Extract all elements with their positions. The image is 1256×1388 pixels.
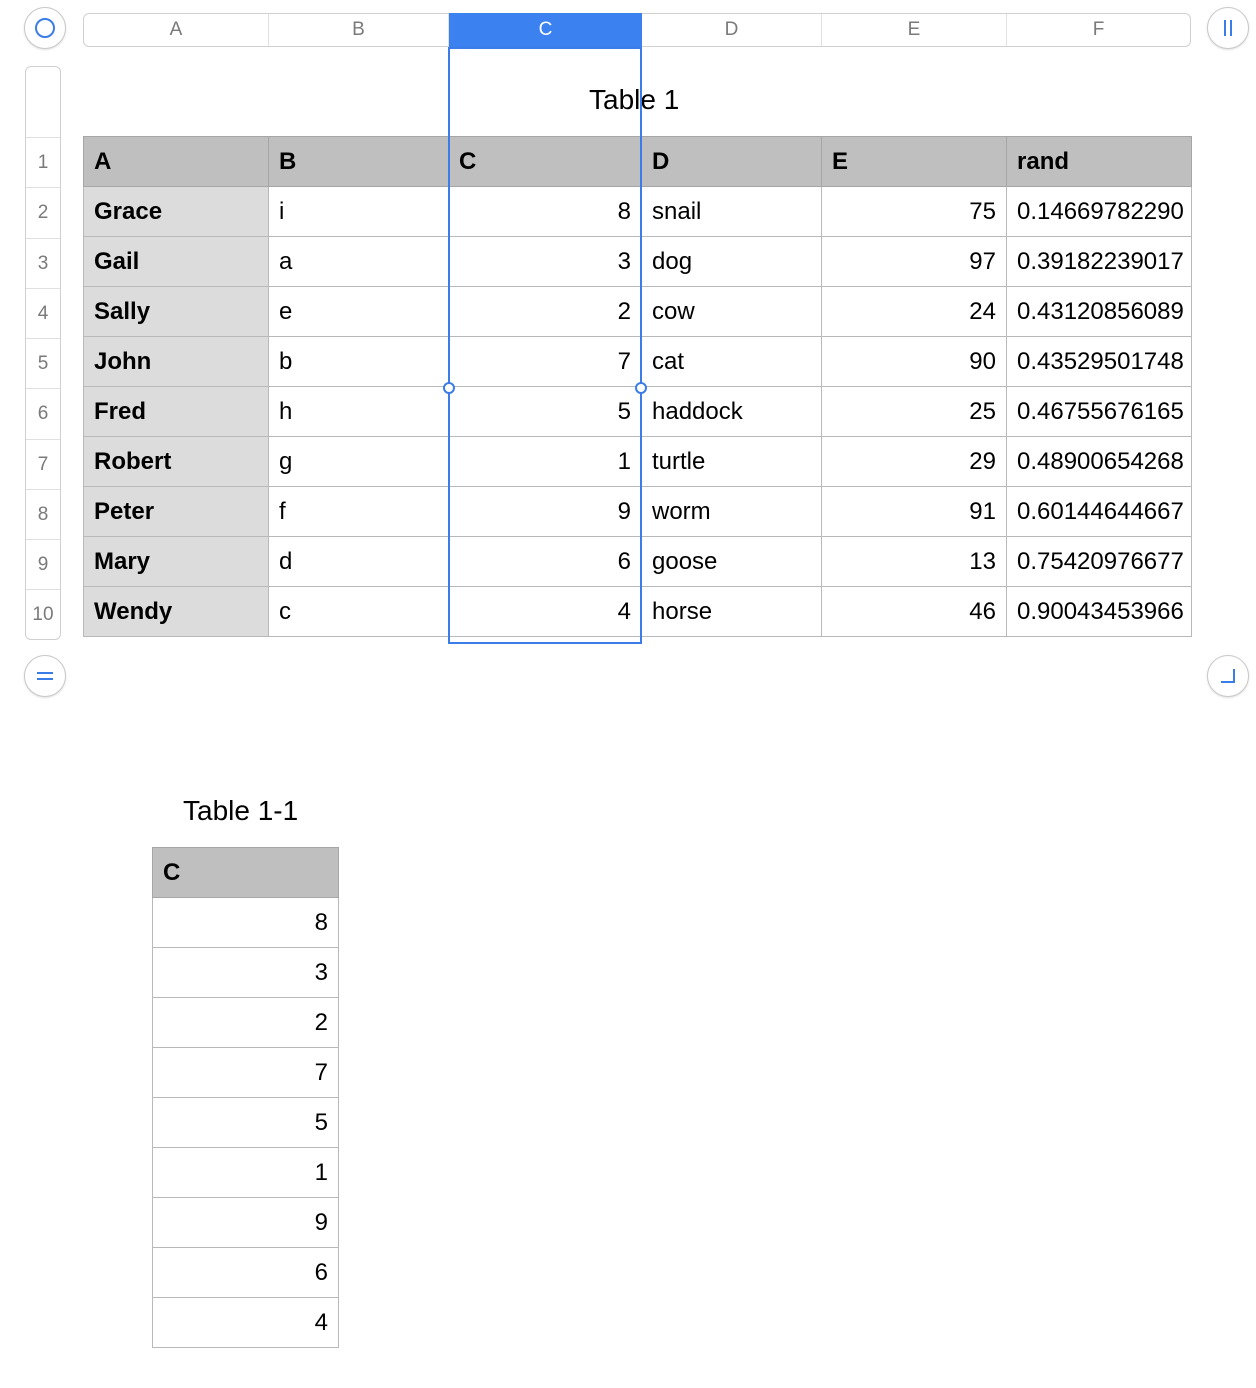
column-reference-bar: [83, 13, 1191, 47]
table-row: [153, 1298, 339, 1348]
table-row: [153, 998, 339, 1048]
row-controls-button[interactable]: [24, 655, 66, 697]
table-row: [84, 337, 1192, 387]
row-ref-2[interactable]: 2: [26, 187, 60, 238]
c-value-cell[interactable]: 9: [153, 1198, 339, 1248]
animal-cell[interactable]: horse: [642, 587, 822, 637]
table-row: [84, 387, 1192, 437]
table-row: [153, 898, 339, 948]
table-row: [84, 187, 1192, 237]
header-cell-rand[interactable]: rand: [1007, 137, 1192, 187]
c-value-cell[interactable]: 4: [449, 587, 642, 637]
c-value-cell[interactable]: 6: [449, 537, 642, 587]
table-row: [84, 487, 1192, 537]
table-row: [153, 1098, 339, 1148]
table-1-1: [152, 847, 339, 1348]
table-1-title[interactable]: Table 1: [589, 84, 680, 115]
e-value-cell[interactable]: 46: [822, 587, 1007, 637]
e-value-cell[interactable]: 97: [822, 237, 1007, 287]
header-cell-a[interactable]: A: [84, 137, 269, 187]
c-value-cell[interactable]: 2: [153, 998, 339, 1048]
selection-handle-left[interactable]: [443, 382, 455, 394]
table-row: [84, 537, 1192, 587]
table-1-1-title[interactable]: Table 1-1: [183, 795, 299, 826]
row-ref-10[interactable]: 10: [26, 589, 60, 639]
animal-cell[interactable]: haddock: [642, 387, 822, 437]
selection-handle-right[interactable]: [635, 382, 647, 394]
animal-cell[interactable]: turtle: [642, 437, 822, 487]
table-row: [153, 1148, 339, 1198]
name-cell[interactable]: Wendy: [84, 587, 269, 637]
rand-cell[interactable]: 0.60144644667: [1007, 487, 1192, 537]
table-row: [84, 237, 1192, 287]
header-cell-b[interactable]: B: [269, 137, 449, 187]
c-value-cell[interactable]: 6: [153, 1248, 339, 1298]
c-value-cell[interactable]: 1: [449, 437, 642, 487]
c-value-cell[interactable]: 9: [449, 487, 642, 537]
column-ref-b[interactable]: B: [269, 14, 449, 46]
resize-table-button[interactable]: [1207, 655, 1249, 697]
e-value-cell[interactable]: 24: [822, 287, 1007, 337]
c-value-cell[interactable]: 8: [153, 898, 339, 948]
row-ref-6[interactable]: 6: [26, 388, 60, 439]
name-cell[interactable]: Mary: [84, 537, 269, 587]
column-controls-button[interactable]: [1207, 7, 1249, 49]
name-cell[interactable]: Fred: [84, 387, 269, 437]
table-row: [153, 948, 339, 998]
animal-cell[interactable]: goose: [642, 537, 822, 587]
row-ref-5[interactable]: 5: [26, 338, 60, 388]
select-table-button[interactable]: [24, 7, 66, 49]
table-row: [84, 587, 1192, 637]
row-reference-bar: [25, 66, 61, 640]
row-controls-icon: [34, 665, 56, 687]
e-value-cell[interactable]: 90: [822, 337, 1007, 387]
letter-cell[interactable]: e: [269, 287, 449, 337]
name-cell[interactable]: Gail: [84, 237, 269, 287]
rand-cell[interactable]: 0.14669782290: [1007, 187, 1192, 237]
letter-cell[interactable]: c: [269, 587, 449, 637]
name-cell[interactable]: John: [84, 337, 269, 387]
letter-cell[interactable]: d: [269, 537, 449, 587]
name-cell[interactable]: Peter: [84, 487, 269, 537]
letter-cell[interactable]: g: [269, 437, 449, 487]
animal-cell[interactable]: cat: [642, 337, 822, 387]
row-ref-9[interactable]: 9: [26, 539, 60, 589]
c-value-cell[interactable]: 7: [153, 1048, 339, 1098]
e-value-cell[interactable]: 13: [822, 537, 1007, 587]
table-row: [84, 437, 1192, 487]
name-cell[interactable]: Grace: [84, 187, 269, 237]
c-value-cell[interactable]: 4: [153, 1298, 339, 1348]
c-value-cell[interactable]: 1: [153, 1148, 339, 1198]
row-ref-4[interactable]: 4: [26, 288, 60, 338]
column-ref-c[interactable]: C: [449, 13, 642, 47]
rand-cell[interactable]: 0.46755676165: [1007, 387, 1192, 437]
column-ref-d[interactable]: D: [642, 14, 822, 46]
resize-corner-icon: [1217, 665, 1239, 687]
column-ref-a[interactable]: A: [84, 14, 269, 46]
table-row: [153, 1198, 339, 1248]
name-cell[interactable]: Sally: [84, 287, 269, 337]
animal-cell[interactable]: dog: [642, 237, 822, 287]
row-ref-8[interactable]: 8: [26, 489, 60, 539]
row-ref-1[interactable]: 1: [26, 137, 60, 187]
e-value-cell[interactable]: 25: [822, 387, 1007, 437]
header-cell-e[interactable]: E: [822, 137, 1007, 187]
rand-cell[interactable]: 0.43120856089: [1007, 287, 1192, 337]
c-value-cell[interactable]: 5: [449, 387, 642, 437]
rand-cell[interactable]: 0.90043453966: [1007, 587, 1192, 637]
column-controls-icon: [1217, 17, 1239, 39]
name-cell[interactable]: Robert: [84, 437, 269, 487]
header-row: [153, 848, 339, 898]
letter-cell[interactable]: f: [269, 487, 449, 537]
c-value-cell[interactable]: 3: [449, 237, 642, 287]
e-value-cell[interactable]: 75: [822, 187, 1007, 237]
row-ref-7[interactable]: 7: [26, 439, 60, 489]
animal-cell[interactable]: cow: [642, 287, 822, 337]
rand-cell[interactable]: 0.39182239017: [1007, 237, 1192, 287]
rand-cell[interactable]: 0.43529501748: [1007, 337, 1192, 387]
column-ref-e[interactable]: E: [822, 14, 1007, 46]
animal-cell[interactable]: worm: [642, 487, 822, 537]
letter-cell[interactable]: i: [269, 187, 449, 237]
header-row: [84, 137, 1192, 187]
letter-cell[interactable]: a: [269, 237, 449, 287]
letter-cell[interactable]: b: [269, 337, 449, 387]
header-cell-c[interactable]: C: [449, 137, 642, 187]
select-table-circle-icon: [34, 17, 56, 39]
column-ref-f[interactable]: F: [1092, 19, 1105, 40]
table-row: [153, 1048, 339, 1098]
header-cell-c[interactable]: C: [153, 848, 339, 898]
letter-cell[interactable]: h: [269, 387, 449, 437]
c-value-cell[interactable]: 3: [153, 948, 339, 998]
animal-cell[interactable]: snail: [642, 187, 822, 237]
row-ref-3[interactable]: 3: [26, 238, 60, 288]
table-row: [153, 1248, 339, 1298]
c-value-cell[interactable]: 2: [449, 287, 642, 337]
c-value-cell[interactable]: 8: [449, 187, 642, 237]
header-cell-d[interactable]: D: [642, 137, 822, 187]
rand-cell[interactable]: 0.48900654268: [1007, 437, 1192, 487]
table-row: [84, 287, 1192, 337]
c-value-cell[interactable]: 5: [153, 1098, 339, 1148]
e-value-cell[interactable]: 91: [822, 487, 1007, 537]
c-value-cell[interactable]: 7: [449, 337, 642, 387]
e-value-cell[interactable]: 29: [822, 437, 1007, 487]
rand-cell[interactable]: 0.75420976677: [1007, 537, 1192, 587]
